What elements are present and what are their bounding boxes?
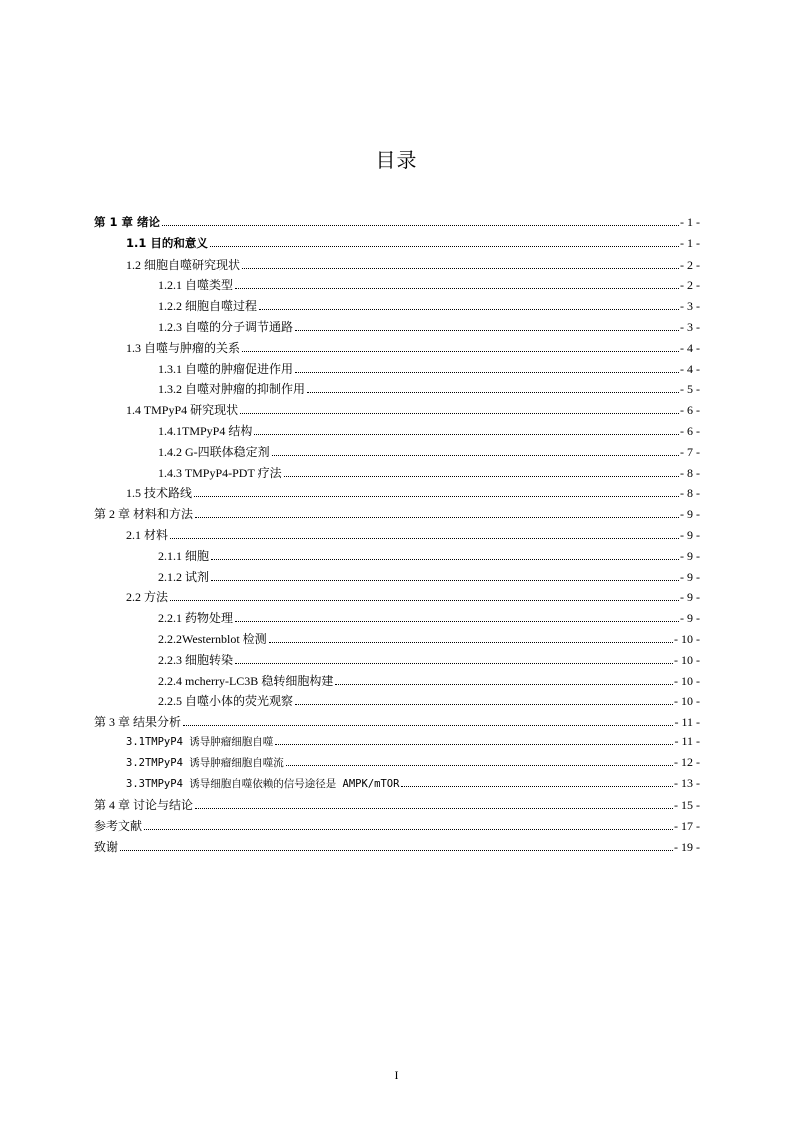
dot-leader [254,433,679,435]
toc-entry-page: - 1 - [680,215,700,229]
dot-leader [335,683,673,685]
toc-entry-title: 第 4 章 讨论与结论 [94,798,194,813]
toc-entry-title: 1.1 目的和意义 [126,235,208,250]
toc-entry-page: - 19 - [674,839,700,854]
toc-entry-title: 3.2TMPyP4 诱导肿瘤细胞自噬流 [126,756,284,769]
toc-entry-title: 1.4.1TMPyP4 结构 [158,423,253,438]
toc-entry-page: - 9 - [680,527,700,542]
toc-entry-page: - 6 - [680,423,700,438]
toc-entry-page: - 10 - [674,631,700,646]
dot-leader [269,641,673,643]
toc-entry-title: 1.2.2 细胞自噬过程 [158,299,258,314]
dot-leader [195,807,673,809]
toc-entry-title: 1.2.3 自噬的分子调节通路 [158,319,294,334]
toc-entry-title: 2.2.2Westernblot 检测 [158,631,267,646]
toc-entry[interactable] [94,568,700,589]
toc-entry[interactable] [94,588,700,609]
toc-entry-page: - 8 - [680,486,700,501]
dot-leader [272,454,679,456]
toc-entry-title: 3.1TMPyP4 诱导肿瘤细胞自噬 [126,735,274,748]
toc-entry-page: - 13 - [674,775,700,790]
toc-entry[interactable] [94,776,700,797]
toc-entry-title: 第 1 章 绪论 [94,215,161,229]
toc-entry[interactable] [94,734,700,755]
toc-entry-page: - 15 - [674,798,700,813]
toc-entry[interactable] [94,630,700,651]
toc-entry-title: 1.3 自噬与肿瘤的关系 [126,340,241,355]
toc-entry-title: 第 3 章 结果分析 [94,715,182,730]
toc-entry-title: 2.1 材料 [126,527,169,542]
toc-entry-page: - 3 - [680,319,700,334]
dot-leader [286,764,673,766]
toc-entry-page: - 4 - [680,340,700,355]
toc-entry[interactable] [94,651,700,672]
toc-entry-page: - 2 - [680,278,700,293]
toc-entry-page: - 1 - [680,235,700,250]
toc-entry-title: 1.5 技术路线 [126,486,193,501]
dot-leader [170,599,679,601]
dot-leader [195,516,679,518]
dot-leader [295,371,679,373]
toc-entry-page: - 7 - [680,444,700,459]
toc-entry-page: - 4 - [680,361,700,376]
toc-entry[interactable] [94,547,700,568]
toc-entry-page: - 3 - [680,299,700,314]
toc-entry[interactable] [94,692,700,713]
toc-entry[interactable] [94,464,700,485]
dot-leader [295,703,673,705]
toc-entry-page: - 2 - [680,257,700,272]
dot-leader [240,412,679,414]
toc-entry[interactable] [94,672,700,693]
dot-leader [210,245,679,247]
toc-entry-page: - 9 - [680,611,700,626]
toc-entry-title: 2.2.1 药物处理 [158,611,234,626]
dot-leader [242,350,679,352]
dot-leader [235,662,673,664]
toc-entry[interactable] [94,256,700,277]
toc-entry-page: - 9 - [680,590,700,605]
toc-entry-page: - 5 - [680,382,700,397]
dot-leader [120,849,673,851]
toc-entry[interactable] [94,838,700,859]
toc-entry-page: - 12 - [674,754,700,769]
toc-entry-title: 参考文献 [94,819,143,834]
dot-leader [295,329,679,331]
toc-entry[interactable] [94,505,700,526]
dot-leader [259,308,679,310]
toc-entry[interactable] [94,422,700,443]
toc-entry-title: 2.2.4 mcherry-LC3B 稳转细胞构建 [158,673,334,688]
toc-entry-page: - 10 - [674,673,700,688]
toc-entry[interactable] [94,755,700,776]
dot-leader [284,475,679,477]
dot-leader [235,287,679,289]
dot-leader [144,828,673,830]
toc-entry-title: 1.4 TMPyP4 研究现状 [126,403,239,418]
toc-entry[interactable] [94,276,700,297]
toc-entry-page: - 9 - [680,507,700,522]
toc-entry-title: 3.3TMPyP4 诱导细胞自噬依赖的信号途径是 AMPK/mTOR [126,777,400,790]
table-of-contents [94,214,700,859]
toc-entry-page: - 10 - [674,694,700,709]
toc-entry[interactable] [94,318,700,339]
toc-entry[interactable] [94,609,700,630]
toc-entry[interactable] [94,297,700,318]
toc-entry[interactable] [94,796,700,817]
dot-leader [170,537,679,539]
dot-leader [401,785,673,787]
toc-entry[interactable] [94,401,700,422]
toc-entry-page: - 9 - [680,548,700,563]
dot-leader [211,579,679,581]
toc-entry-title: 2.2.3 细胞转染 [158,652,234,667]
dot-leader [307,391,679,393]
toc-entry[interactable] [94,484,700,505]
toc-entry-title: 1.2.1 自噬类型 [158,278,234,293]
dot-leader [275,743,673,745]
toc-entry[interactable] [94,235,700,256]
toc-title: 目录 [375,148,418,172]
toc-entry-page: - 9 - [680,569,700,584]
toc-entry-title: 1.4.3 TMPyP4-PDT 疗法 [158,465,282,480]
toc-entry[interactable] [94,360,700,381]
dot-leader [211,558,679,560]
toc-entry-title: 第 2 章 材料和方法 [94,507,194,522]
toc-entry-title: 1.4.2 G-四联体稳定剂 [158,444,270,459]
toc-entry[interactable] [94,713,700,734]
toc-entry-title: 2.1.2 试剂 [158,569,210,584]
dot-leader [242,267,679,269]
toc-entry[interactable] [94,339,700,360]
toc-entry[interactable] [94,380,700,401]
toc-entry-title: 2.2.5 自噬小体的荧光观察 [158,694,294,709]
toc-entry-page: - 11 - [674,715,700,730]
toc-entry-page: - 11 - [674,733,700,748]
page-number: I [394,1068,399,1082]
toc-entry-title: 2.2 方法 [126,590,169,605]
toc-entry[interactable] [94,817,700,838]
toc-entry-title: 1.3.1 自噬的肿瘤促进作用 [158,361,294,376]
toc-entry-page: - 10 - [674,652,700,667]
toc-entry-title: 1.3.2 自噬对肿瘤的抑制作用 [158,382,306,397]
toc-entry-page: - 17 - [674,819,700,834]
toc-entry[interactable] [94,526,700,547]
toc-entry[interactable] [94,443,700,464]
dot-leader [235,620,679,622]
toc-entry-title: 2.1.1 细胞 [158,548,210,563]
toc-entry[interactable] [94,214,700,235]
toc-entry-page: - 6 - [680,403,700,418]
toc-entry-title: 致谢 [94,839,119,854]
dot-leader [183,724,673,726]
toc-entry-title: 1.2 细胞自噬研究现状 [126,257,241,272]
dot-leader [162,224,679,226]
dot-leader [194,495,679,497]
toc-entry-page: - 8 - [680,465,700,480]
